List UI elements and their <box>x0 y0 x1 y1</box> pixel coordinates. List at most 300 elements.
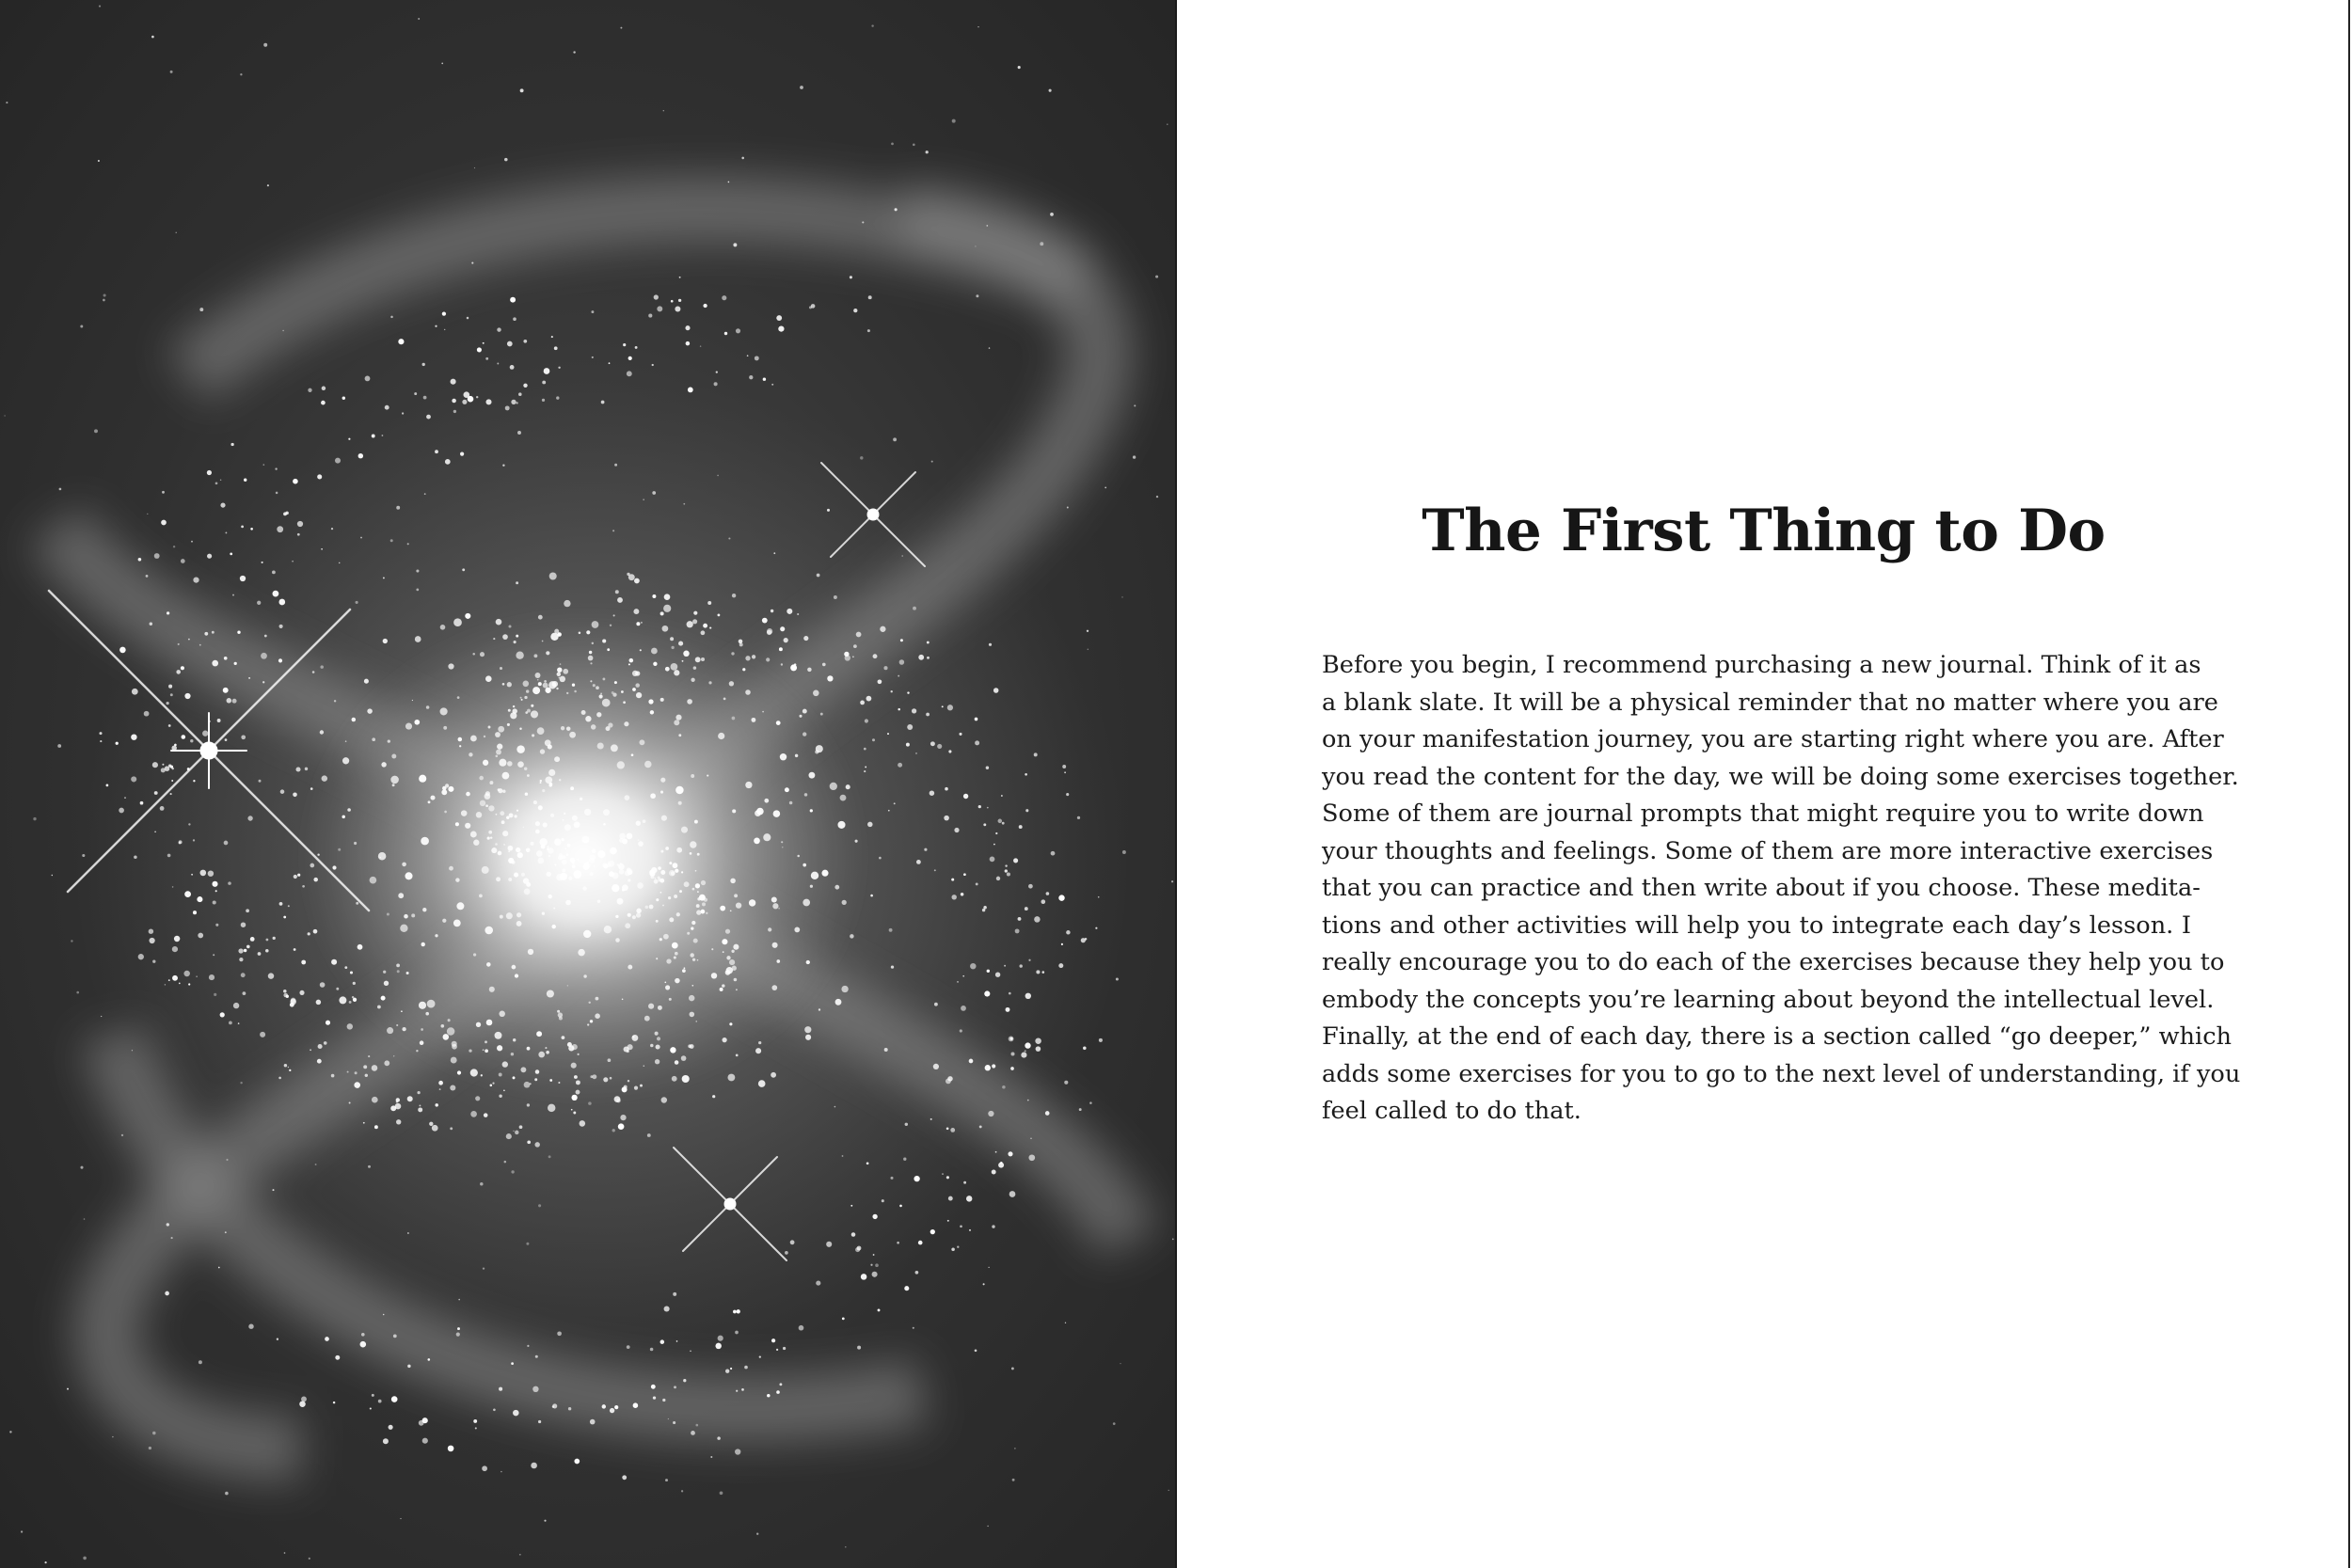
star <box>1025 1050 1026 1052</box>
star <box>577 1053 579 1055</box>
star <box>421 837 429 846</box>
star <box>620 27 622 29</box>
star <box>716 371 718 372</box>
star <box>390 539 393 542</box>
star <box>448 786 453 792</box>
star <box>493 638 495 640</box>
star <box>1005 864 1007 866</box>
star <box>480 800 485 806</box>
star <box>439 1088 441 1090</box>
star <box>807 668 812 673</box>
star <box>308 932 310 935</box>
star <box>516 912 521 917</box>
star <box>461 810 468 816</box>
star <box>687 699 692 705</box>
star <box>889 928 893 932</box>
star <box>374 1125 378 1129</box>
star <box>353 982 356 985</box>
star <box>224 657 228 660</box>
star <box>1040 242 1043 245</box>
star <box>400 925 407 932</box>
star <box>803 863 806 867</box>
star <box>706 912 707 914</box>
star <box>674 1386 676 1388</box>
star <box>462 568 465 571</box>
star <box>405 872 412 879</box>
star <box>485 1040 487 1043</box>
star <box>567 985 568 986</box>
star <box>292 561 294 562</box>
star <box>404 914 408 919</box>
star <box>516 745 525 753</box>
star <box>246 909 249 912</box>
star <box>317 474 322 479</box>
star <box>536 1031 542 1037</box>
star <box>1121 596 1122 597</box>
star <box>21 1530 23 1532</box>
star <box>1025 809 1028 812</box>
star <box>511 1170 514 1173</box>
star <box>517 761 524 768</box>
star <box>696 1021 697 1022</box>
star <box>479 895 483 898</box>
star <box>546 872 550 877</box>
star <box>701 910 706 914</box>
star <box>608 861 614 867</box>
star <box>720 988 723 991</box>
star <box>1035 1037 1041 1044</box>
star <box>767 1394 770 1397</box>
star <box>762 618 768 624</box>
star <box>588 1101 592 1105</box>
star <box>1168 1490 1169 1491</box>
star <box>960 1225 962 1227</box>
star <box>240 73 242 75</box>
star <box>416 589 419 592</box>
star <box>339 996 346 1004</box>
star <box>588 1002 590 1004</box>
star <box>984 990 990 996</box>
star <box>1021 1053 1026 1058</box>
star <box>168 685 172 689</box>
star <box>617 597 623 603</box>
star <box>213 900 216 904</box>
star <box>496 755 499 758</box>
star <box>664 981 666 983</box>
star <box>422 908 426 911</box>
star <box>396 506 400 510</box>
star <box>514 873 518 878</box>
star <box>878 1308 881 1311</box>
star <box>723 698 726 701</box>
star <box>878 679 882 684</box>
star <box>504 1161 507 1164</box>
star <box>790 664 797 671</box>
star <box>596 686 599 689</box>
star <box>527 1047 531 1051</box>
star <box>497 1045 502 1051</box>
star <box>776 959 780 963</box>
star <box>850 1205 852 1207</box>
star <box>803 899 810 907</box>
star <box>278 658 282 662</box>
star <box>278 1077 281 1080</box>
star <box>983 823 986 826</box>
star <box>872 1214 877 1219</box>
star <box>244 949 246 952</box>
star <box>414 720 420 725</box>
star <box>204 632 208 636</box>
star <box>1113 1422 1116 1425</box>
star <box>246 945 250 949</box>
star <box>119 647 126 654</box>
star <box>695 657 701 662</box>
star <box>730 910 732 911</box>
star <box>456 902 464 910</box>
star <box>893 437 897 441</box>
star <box>168 979 170 981</box>
star <box>469 1049 471 1052</box>
star <box>443 1034 450 1040</box>
star <box>354 1082 360 1088</box>
star <box>654 879 659 884</box>
star <box>283 993 288 998</box>
star <box>356 902 358 905</box>
star <box>861 1274 867 1280</box>
galaxy-illustration-page <box>0 0 1175 1568</box>
star <box>33 817 36 820</box>
star <box>583 974 586 977</box>
star <box>628 663 630 665</box>
star <box>184 891 191 897</box>
star <box>496 877 501 881</box>
star <box>507 723 510 726</box>
star <box>960 1029 962 1032</box>
star <box>71 940 72 942</box>
star <box>345 740 347 742</box>
star <box>294 948 296 951</box>
star <box>951 895 956 899</box>
star <box>227 698 232 704</box>
star <box>234 662 237 665</box>
star <box>993 688 999 693</box>
star <box>162 764 164 766</box>
star <box>1028 1154 1035 1161</box>
star <box>440 1024 444 1028</box>
star <box>678 801 682 805</box>
star <box>331 528 333 530</box>
star <box>1006 1007 1010 1012</box>
star <box>728 182 730 183</box>
star <box>241 922 246 927</box>
star <box>396 964 400 968</box>
star <box>131 734 136 739</box>
star <box>906 743 910 747</box>
star <box>581 710 586 715</box>
star <box>503 1090 505 1092</box>
star <box>250 528 253 531</box>
star <box>1172 1239 1174 1241</box>
star <box>171 1237 173 1239</box>
star <box>653 662 657 666</box>
star <box>593 684 596 687</box>
star <box>627 833 633 840</box>
star <box>392 784 395 786</box>
star <box>352 718 357 722</box>
star <box>951 1248 955 1252</box>
star <box>1008 1151 1012 1156</box>
star <box>637 882 644 889</box>
star <box>225 531 227 533</box>
star <box>572 684 575 687</box>
star <box>265 949 269 953</box>
star <box>681 1490 683 1492</box>
star <box>6 102 8 103</box>
star <box>745 782 752 788</box>
star <box>297 521 303 527</box>
star <box>536 850 543 857</box>
star <box>954 828 959 832</box>
star <box>745 689 751 695</box>
star <box>372 737 375 741</box>
star <box>1064 771 1066 773</box>
star <box>979 1125 982 1128</box>
star <box>762 711 764 713</box>
star <box>776 315 782 321</box>
star <box>880 626 885 632</box>
star <box>521 699 523 701</box>
star <box>978 805 981 808</box>
star <box>665 667 670 672</box>
star <box>485 791 490 796</box>
star <box>656 898 659 901</box>
star <box>430 796 435 800</box>
star <box>883 666 887 670</box>
star <box>473 840 479 846</box>
star <box>827 509 830 512</box>
star <box>172 946 178 952</box>
star <box>1034 752 1038 756</box>
star <box>749 375 753 379</box>
star <box>495 843 498 846</box>
star <box>628 879 630 881</box>
star <box>225 1231 227 1233</box>
star <box>872 1272 878 1277</box>
star <box>699 895 706 901</box>
star <box>106 784 109 787</box>
star <box>445 459 451 465</box>
star <box>391 754 396 759</box>
star <box>215 482 218 484</box>
star <box>567 844 571 847</box>
star <box>490 836 492 838</box>
star <box>576 1080 580 1085</box>
star <box>443 726 447 730</box>
star <box>212 660 218 667</box>
star <box>587 1023 589 1025</box>
star <box>618 1123 625 1130</box>
star <box>675 978 680 984</box>
body-line: tions and other activities will help you to integrate each day’s lesson. I <box>1322 911 2191 940</box>
star <box>895 208 898 211</box>
star <box>795 754 798 757</box>
star <box>730 1368 732 1370</box>
star <box>502 683 505 686</box>
star <box>506 912 513 919</box>
star <box>767 630 771 635</box>
star <box>480 1182 484 1186</box>
star <box>100 740 102 742</box>
star <box>342 816 344 818</box>
star <box>657 306 662 311</box>
star <box>764 799 769 803</box>
body-line: a blank slate. It will be a physical reminder that no matter where you are <box>1322 688 2218 717</box>
star <box>656 1044 660 1049</box>
star <box>942 705 944 707</box>
star <box>592 642 594 644</box>
star <box>419 775 426 783</box>
star <box>322 387 326 391</box>
star <box>625 870 630 876</box>
star <box>544 1520 546 1522</box>
star <box>810 809 813 812</box>
star <box>594 865 596 867</box>
star <box>867 329 870 332</box>
star <box>263 464 265 466</box>
star <box>1002 1085 1006 1089</box>
star <box>692 888 695 891</box>
star <box>690 852 692 855</box>
star <box>402 863 406 867</box>
star <box>537 858 544 864</box>
star <box>184 693 190 699</box>
star <box>1167 123 1168 124</box>
star <box>660 611 664 615</box>
star <box>864 748 866 751</box>
star <box>502 464 504 466</box>
star <box>220 503 225 508</box>
star <box>562 860 567 865</box>
star <box>632 671 638 676</box>
star <box>687 932 690 935</box>
star <box>500 811 504 816</box>
star <box>526 882 531 887</box>
star <box>464 391 470 398</box>
star <box>526 1243 529 1245</box>
star <box>652 491 656 495</box>
star <box>729 681 734 686</box>
star <box>732 594 736 597</box>
star <box>691 1431 695 1435</box>
star <box>915 1271 919 1275</box>
star <box>693 666 697 670</box>
star <box>557 1010 560 1013</box>
star <box>277 526 283 532</box>
star <box>427 1000 436 1008</box>
star <box>451 379 456 385</box>
star <box>864 770 866 772</box>
star <box>589 651 592 654</box>
star <box>228 881 231 885</box>
star <box>711 973 717 978</box>
star <box>700 345 702 347</box>
star <box>263 43 267 47</box>
star <box>407 1365 410 1368</box>
star <box>572 816 578 821</box>
star <box>179 842 182 845</box>
star <box>551 336 553 338</box>
star <box>360 1341 367 1348</box>
star <box>934 1003 938 1006</box>
star <box>734 894 738 897</box>
star <box>435 1103 437 1106</box>
star <box>567 1042 572 1047</box>
star <box>720 1491 723 1495</box>
star <box>542 912 545 915</box>
star <box>947 1220 949 1222</box>
star <box>538 615 543 620</box>
star <box>220 479 222 481</box>
star <box>596 997 599 1001</box>
star <box>1009 992 1011 995</box>
star <box>308 388 311 392</box>
star <box>144 711 150 717</box>
star <box>191 874 193 876</box>
star <box>391 1396 398 1402</box>
star <box>1155 276 1158 278</box>
star <box>516 635 518 638</box>
star <box>225 738 228 741</box>
star <box>720 906 725 911</box>
star <box>213 954 215 956</box>
star <box>538 1420 541 1423</box>
star <box>572 1044 578 1050</box>
star <box>508 878 512 881</box>
star <box>644 1016 650 1022</box>
star <box>975 740 979 745</box>
star <box>309 1558 310 1560</box>
star <box>827 675 833 681</box>
star <box>165 1291 169 1296</box>
star <box>511 1362 514 1365</box>
star <box>691 678 694 682</box>
star <box>780 626 785 631</box>
star <box>513 1410 518 1416</box>
star <box>998 1163 1004 1168</box>
star <box>1095 927 1097 929</box>
star <box>871 24 873 26</box>
star <box>9 1431 11 1433</box>
star <box>655 1032 659 1036</box>
star <box>545 739 551 746</box>
star <box>651 1385 656 1389</box>
star <box>696 904 700 908</box>
star <box>516 810 518 812</box>
star <box>930 741 935 746</box>
star <box>513 705 515 707</box>
star <box>617 898 624 905</box>
star <box>569 732 576 738</box>
star <box>561 726 564 730</box>
star <box>884 1048 888 1052</box>
star <box>691 927 693 929</box>
star <box>1028 959 1030 961</box>
star <box>779 1383 782 1386</box>
star <box>510 712 516 719</box>
star <box>502 634 508 640</box>
star <box>582 886 587 891</box>
star <box>514 815 516 817</box>
